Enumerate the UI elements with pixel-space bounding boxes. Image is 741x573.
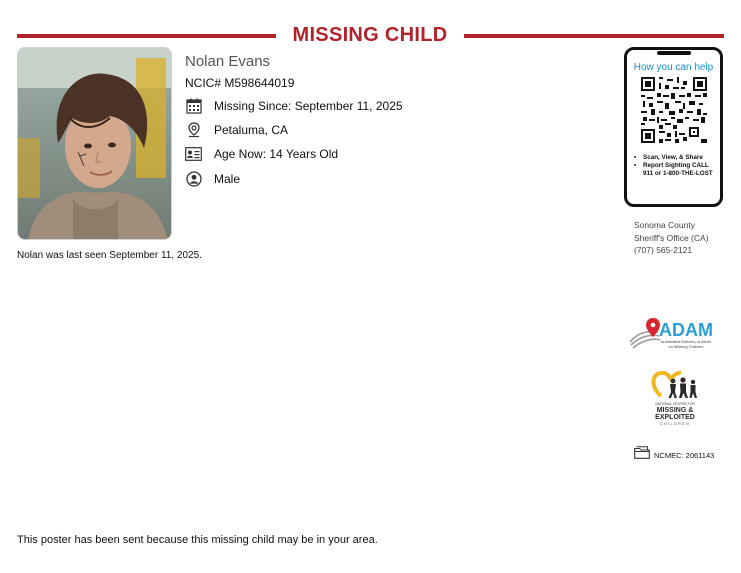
ncmec-small-text: NATIONAL CENTER FOR xyxy=(655,402,695,406)
footer-note: This poster has been sent because this missing child may be in your area. xyxy=(17,534,378,546)
ncic-number: NCIC# M598644019 xyxy=(185,76,295,90)
agency-name-line1: Sonoma County xyxy=(634,220,695,230)
age-row xyxy=(185,145,338,163)
help-list xyxy=(633,154,719,178)
help-bullet-scan: • Scan, View, & Share xyxy=(633,154,719,162)
age-text: Age Now: 14 Years Old xyxy=(214,147,339,161)
child-name: Nolan Evans xyxy=(185,53,271,70)
agency-contact xyxy=(634,219,709,257)
help-title: How you can help xyxy=(633,62,714,73)
child-photo xyxy=(17,47,172,240)
help-bullet-report: • Report Sighting CALL 911 or 1-800-THE-LOST xyxy=(633,162,719,178)
adam-tagline-1: Automated Delivery of Alerts xyxy=(660,339,712,344)
adam-wordmark: ADAM xyxy=(659,320,713,340)
help-panel xyxy=(624,47,723,207)
poster-title: MISSING CHILD xyxy=(292,24,448,46)
ncmec-case xyxy=(634,446,714,464)
adam-tagline-2: on Missing Children xyxy=(668,344,704,349)
folder-icon xyxy=(634,446,650,464)
qr-code[interactable] xyxy=(641,77,707,143)
ncmec-logo xyxy=(647,368,703,428)
ncmec-line3: CHILDREN xyxy=(659,421,691,426)
person-icon xyxy=(185,171,202,188)
last-seen-note: Nolan was last seen September 11, 2025. xyxy=(17,250,202,261)
header-rule-right xyxy=(464,34,724,38)
ncmec-case-number: NCMEC: 2061143 xyxy=(654,450,715,460)
agency-phone: (707) 565-2121 xyxy=(634,245,693,255)
adam-logo xyxy=(628,318,720,352)
sex-text: Male xyxy=(214,172,241,186)
phone-notch xyxy=(657,51,691,55)
agency-name-line2: Sheriff's Office (CA) xyxy=(634,232,709,243)
location-pin-icon xyxy=(185,122,202,139)
missing-since-row xyxy=(185,97,403,115)
location-text: Petaluma, CA xyxy=(214,123,289,137)
sex-row xyxy=(185,170,240,188)
ncmec-line1: MISSING & xyxy=(656,407,694,414)
ncmec-line2: EXPLOITED xyxy=(655,414,695,421)
location-row xyxy=(185,121,288,139)
calendar-icon xyxy=(185,98,202,115)
id-card-icon xyxy=(185,146,202,163)
missing-since-text: Missing Since: September 11, 2025 xyxy=(214,99,403,113)
header-rule-left xyxy=(17,34,276,38)
